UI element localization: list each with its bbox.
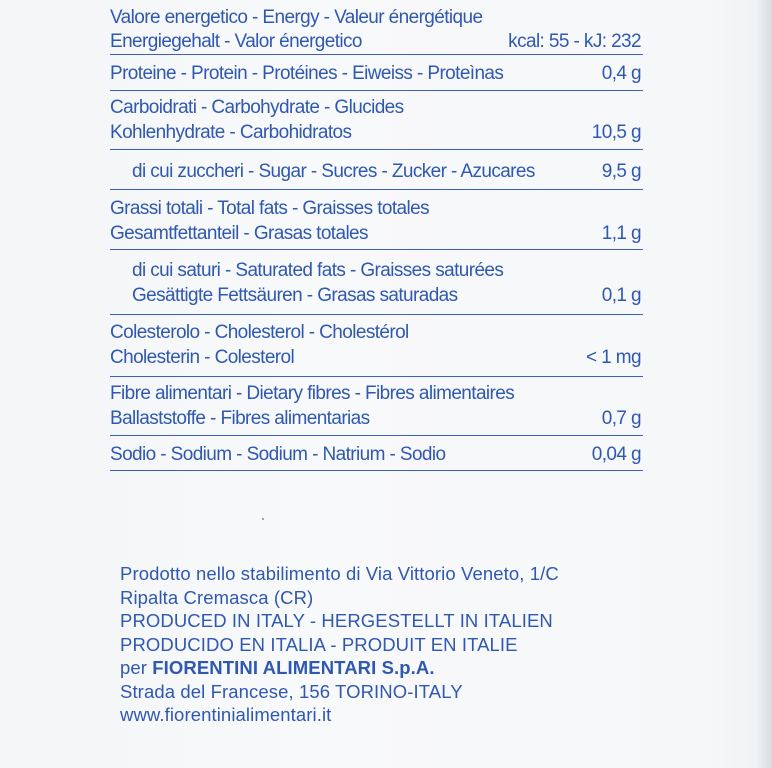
cholesterol-row [110,315,643,377]
fibre-label-1: Fibre alimentari - Dietary fibres - Fibres alimentaires [110,383,515,404]
protein-label: Proteine - Protein - Protéines - Eiweiss - Proteìnas [110,63,504,84]
carbs-label-2: Kohlenhydrate - Carbohidratos [110,122,352,143]
footer-line-5-prefix: per [120,657,153,678]
cholesterol-label-1: Colesterolo - Cholesterol - Cholestérol [110,322,409,343]
fibre-value: 0,7 g [601,408,641,429]
fibre-row [110,377,643,436]
fats-row [110,190,643,250]
cholesterol-value: < 1 mg [585,347,641,368]
sugars-label: di cui zuccheri - Sugar - Sucres - Zucker - Azucares [132,161,535,182]
carbs-row [110,91,643,150]
sugars-value: 9,5 g [601,161,641,182]
sodium-value: 0,04 g [591,444,641,465]
sugars-row [110,150,643,190]
footer-line-6: Strada del Francese, 156 TORINO-ITALY [120,680,463,702]
company-name: FIORENTINI ALIMENTARI S.p.A. [152,657,435,678]
energy-label-1: Valore energetico - Energy - Valeur énergétique [110,7,483,28]
footer-line-5 [120,656,559,680]
saturated-label-1: di cui saturi - Saturated fats - Graisses saturées [132,260,504,281]
energy-label-2: Energiegehalt - Valor énergetico [110,31,362,52]
saturated-row [110,250,643,315]
footer-line-2: Ripalta Cremasca (CR) [120,586,314,608]
print-speck [262,518,264,520]
saturated-label-2: Gesättigte Fettsäuren - Grasas saturadas [132,285,458,306]
fats-label-1: Grassi totali - Total fats - Graisses totales [110,198,429,219]
footer-line-4: PRODUCIDO EN ITALIA - PRODUIT EN ITALIE [120,633,518,655]
cholesterol-label-2: Cholesterin - Colesterol [110,347,295,368]
carbs-label-1: Carboidrati - Carbohydrate - Glucides [110,97,404,118]
energy-value: kcal: 55 - kJ: 232 [508,31,641,52]
saturated-value: 0,1 g [601,285,641,306]
footer-line-3: PRODUCED IN ITALY - HERGESTELLT IN ITALIEN [120,610,553,631]
protein-value: 0,4 g [601,63,641,84]
sodium-row [110,436,643,471]
fibre-label-2: Ballaststoffe - Fibres alimentarias [110,408,370,429]
protein-row [110,55,643,91]
sodium-label: Sodio - Sodium - Sodium - Natrium - Sodio [110,444,446,465]
package-edge-shadow [756,0,772,768]
energy-row [110,0,643,55]
footer-line-1: Prodotto nello stabilimento di Via Vittorio Veneto, 1/C [120,563,559,584]
carbs-value: 10,5 g [591,122,641,143]
nutrition-table [110,0,643,471]
fats-label-2: Gesamtfettanteil - Grasas totales [110,223,368,244]
website-text: www.fiorentinialimentari.it [120,704,332,725]
fats-value: 1,1 g [601,223,641,244]
producer-info [120,562,559,727]
